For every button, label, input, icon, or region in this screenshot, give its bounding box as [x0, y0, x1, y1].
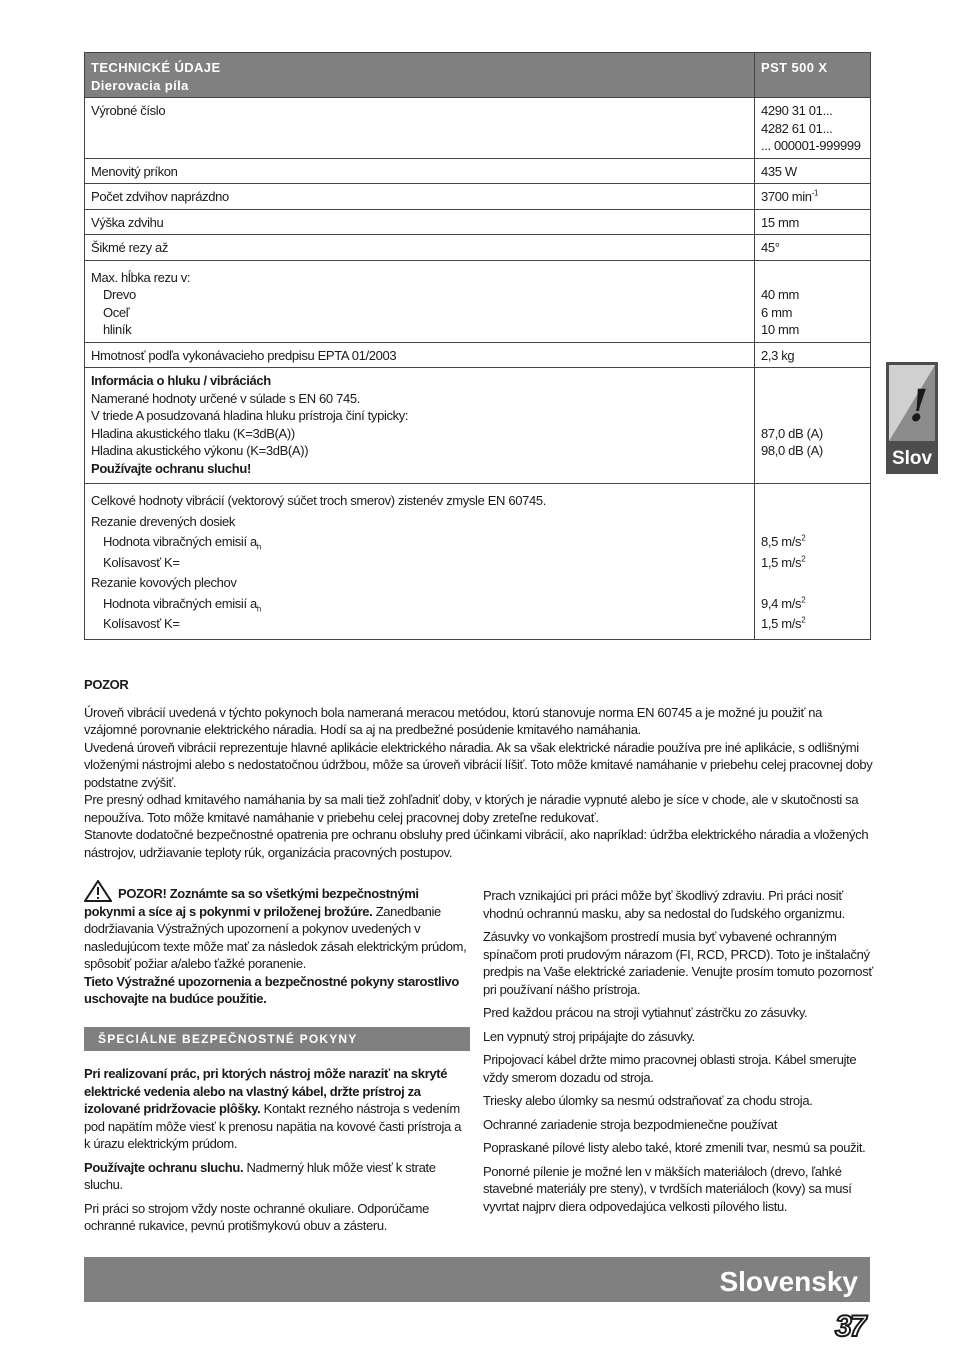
noise-power-label: Hladina akustického výkonu (K=3dB(A)) — [91, 443, 309, 458]
depth-wood-value: 40 mm — [761, 287, 799, 302]
serial-value: ... 000001-999999 — [761, 138, 861, 153]
vibration-emission-label: Hodnota vibračných emisií a — [103, 534, 257, 549]
paragraph: Triesky alebo úlomky sa nesmú odstraňovať za chodu stroja. — [483, 1093, 813, 1108]
vibration-wood-emission-value: 8,5 m/s — [761, 534, 802, 549]
noise-title: Informácia o hluku / vibráciách — [91, 373, 271, 388]
table-row — [85, 98, 871, 159]
power-label: Menovitý príkon — [85, 158, 755, 184]
weight-value: 2,3 kg — [755, 342, 871, 368]
footer-language: Slovensky — [719, 1266, 858, 1297]
strokes-value: 3700 min — [761, 189, 812, 204]
strokes-unit-exponent: -1 — [811, 188, 819, 198]
power-value: 435 W — [755, 158, 871, 184]
paragraph: Prach vznikajúci pri práci môže byť škodlivý zdraviu. Pri práci nosiť vhodnú ochrannú masku, aby sa nedostal do ľudského organizmu. — [483, 888, 845, 921]
hidden-wiring-warning: Pri realizovaní prác, pri ktorých nástroj môže naraziť na skryté elektrické vedenia alebo na vlastný kábel, držte prístroj za izolované pridržovacie plôšky. Kontakt rezného nástroja s vedením pod napätím môže viesť k prenosu napätia na kovové časti prístroja a k úrazu elektrickým prúdom. — [84, 1066, 462, 1151]
page-number: 37 — [835, 1310, 865, 1343]
serial-value: 4290 31 01... — [761, 103, 833, 118]
vibration-metal-uncertainty-value: 1,5 m/s — [761, 616, 802, 631]
language-side-tab — [886, 362, 938, 474]
vibration-wood-uncertainty-value: 1,5 m/s — [761, 554, 802, 570]
paragraph: Zásuvky vo vonkajšom prostredí musia byť vybavené ochranným spínačom proti prudovým nárazom (FI, RCD, PRCD). Toto je inštalačný predpis na Vaše elektrické zariadenie. Venujte prosím tomuto pozornosť pri používaní nášho prístroja. — [483, 929, 873, 997]
table-row: Celkové hodnoty vibrácií (vektorový súčet troch smerov) zistenév zmysle EN 60745. Rezanie drevených dosiek Hodnota vibračných emisií $a_h$ Kolísavosť K= Rezanie kovových plechov Hodnota vibračných emisií $a_h$ Kolísavosť K= 8,5 $m/s^2$ 1,5 $m/s^2$ 9,4 $m/s^2$ 1,5 $m/s^2$ — [85, 484, 871, 640]
table-row — [85, 158, 871, 184]
vibration-emission-label: Hodnota vibračných emisií a — [103, 595, 257, 611]
vibration-uncertainty-label: Kolísavosť K= — [103, 616, 180, 631]
depth-alu: hliník — [103, 322, 132, 337]
paragraph: Popraskané pílové listy alebo také, ktoré zmenili tvar, nesmú sa použit. — [483, 1140, 866, 1155]
table-subtitle: Dierovacia píla — [91, 77, 189, 93]
noise-warning: Používajte ochranu sluchu! — [91, 460, 251, 476]
vibration-metal-heading: Rezanie kovových plechov — [91, 575, 237, 590]
general-warning — [84, 880, 470, 973]
left-column — [84, 880, 470, 1241]
vibration-note — [84, 676, 874, 861]
technical-data-table — [84, 52, 871, 640]
table-row — [85, 209, 871, 235]
safety-glasses: Pri práci so strojom vždy noste ochranné okuliare. Odporúčame ochranné rukavice, pevnú protišmykovú obuv a zásteru. — [84, 1200, 429, 1233]
table-row — [85, 342, 871, 368]
note-title: POZOR — [84, 677, 129, 692]
keep-instructions: Tieto Výstražné upozornenia a bezpečnostné pokyny starostlivo uschovajte na budúce použitie. — [84, 973, 460, 1006]
vibration-metal-emission-value: 9,4 m/s — [761, 595, 802, 611]
table-row — [85, 368, 871, 484]
depth-steel: Oceľ — [103, 304, 130, 320]
noise-pressure-value: 87,0 dB (A) — [761, 425, 823, 441]
table-row — [85, 184, 871, 210]
right-column — [483, 887, 873, 1221]
table-title: TECHNICKÉ ÚDAJE — [91, 60, 221, 75]
strokes-label: Počet zdvihov naprázdno — [85, 184, 755, 210]
model-name: PST 500 X — [755, 53, 871, 98]
note-body: Úroveň vibrácií uvedená v týchto pokynoch bola nameraná meracou metódou, ktorú stanovuje norma EN 60745 a je možné ju použiť na vzájomné porovnanie elektrického náradia. Hodí sa aj na predbežné posúdenie kmitavého namáhania. Uvedená úroveň vibrácií reprezentuje hlavné aplikácie elektrického náradia. Ak sa však elektrické náradie používa pre iné aplikácie, s odlišnými vloženými nástrojmi alebo s nedostatočnou údržbou, môže sa úroveň vibrácií líšiť. Toto môže kmitavé namáhanie v priebehu celej pracovnej doby podstatne zvýšiť. Pre presný odhad kmitavého namáhania by sa mali tiež zohľadniť doby, v ktorých je náradie vypnuté alebo je síce v chode, ale v skutočnosti sa nepoužíva. Toto môže kmitavé namáhanie v priebehu celej pracovnej doby zreteľne redukovať. Stanovte dodatočné bezpečnostné opatrenia pre ochranu obsluhy pred účinkami vibrácií, ako napríklad: údržba elektrického náradia a vložených nástrojov, udržiavanie teploty rúk, organizácia pracovných postupov. — [84, 704, 873, 860]
table-row — [85, 235, 871, 261]
side-tab-label: Slov — [891, 448, 933, 469]
warning-bold-text: POZOR! Zoznámte sa so všetkými bezpečnostnými pokynmi a síce aj s pokynmi v priloženej brožúre. — [84, 886, 419, 919]
noise-power-value: 98,0 dB (A) — [761, 443, 823, 458]
section-heading: ŠPECIÁLNE BEZPEČNOSTNÉ POKYNY — [84, 1027, 470, 1052]
serial-value: 4282 61 01... — [761, 120, 833, 136]
noise-line: Namerané hodnoty určené v súlade s EN 60 745. — [91, 390, 360, 406]
bevel-value: 45° — [755, 235, 871, 261]
warning-triangle-icon — [84, 880, 112, 902]
vibration-intro: Celkové hodnoty vibrácií (vektorový súčet troch smerov) zistenév zmysle EN 60745. — [91, 493, 547, 508]
depth-steel-value: 6 mm — [761, 304, 793, 320]
paragraph: Pred každou prácou na stroji vytiahnuť zástrčku zo zásuvky. — [483, 1005, 808, 1020]
paragraph: Pripojovací kábel držte mimo pracovnej oblasti stroja. Kábel smerujte vždy smerom dozadu od stroja. — [483, 1052, 857, 1085]
paragraph: Len vypnutý stroj pripájajte do zásuvky. — [483, 1028, 695, 1044]
table-header-row — [85, 53, 871, 98]
depth-alu-value: 10 mm — [761, 322, 799, 337]
vibration-uncertainty-label: Kolísavosť K= — [103, 554, 180, 570]
noise-pressure-label: Hladina akustického tlaku (K=3dB(A)) — [91, 425, 295, 441]
serial-label: Výrobné číslo — [85, 98, 755, 159]
warning-text: Zanedbanie dodržiavania Výstražných upozornení a pokynov uvedených v nasledujúcom texte môže mať za následok zásah elektrickým prúdom, spôsobiť požiar a/alebo ťažké poranenie. — [84, 903, 467, 971]
bevel-label: Šikmé rezy až — [85, 235, 755, 261]
stroke-height-label: Výška zdvihu — [85, 209, 755, 235]
vibration-wood-heading: Rezanie drevených dosiek — [91, 513, 236, 529]
paragraph: Ochranné zariadenie stroja bezpodmienečne používat — [483, 1116, 777, 1132]
stroke-height-value: 15 mm — [755, 209, 871, 235]
weight-label: Hmotnosť podľa vykonávacieho predpisu EPTA 01/2003 — [85, 342, 755, 368]
noise-line: V triede A posudzovaná hladina hluku prístroja činí typicky: — [91, 408, 409, 423]
table-row — [85, 260, 871, 342]
footer-bar — [84, 1257, 870, 1302]
depth-label: Max. hĺbka rezu v: — [91, 269, 191, 285]
hearing-protection: Používajte ochranu sluchu. Nadmerný hluk môže viesť k strate sluchu. — [84, 1159, 436, 1192]
paragraph: Ponorné pílenie je možné len v mäkších materiáloch (drevo, ľahké stavebné materiály pre steny), v tvrdších materiáloch (kovy) sa musí vyvrtat najprv diera odpovedajúca velkosti pílového listu. — [483, 1163, 852, 1214]
warning-icon: ! — [889, 365, 935, 441]
depth-wood: Drevo — [103, 287, 136, 302]
